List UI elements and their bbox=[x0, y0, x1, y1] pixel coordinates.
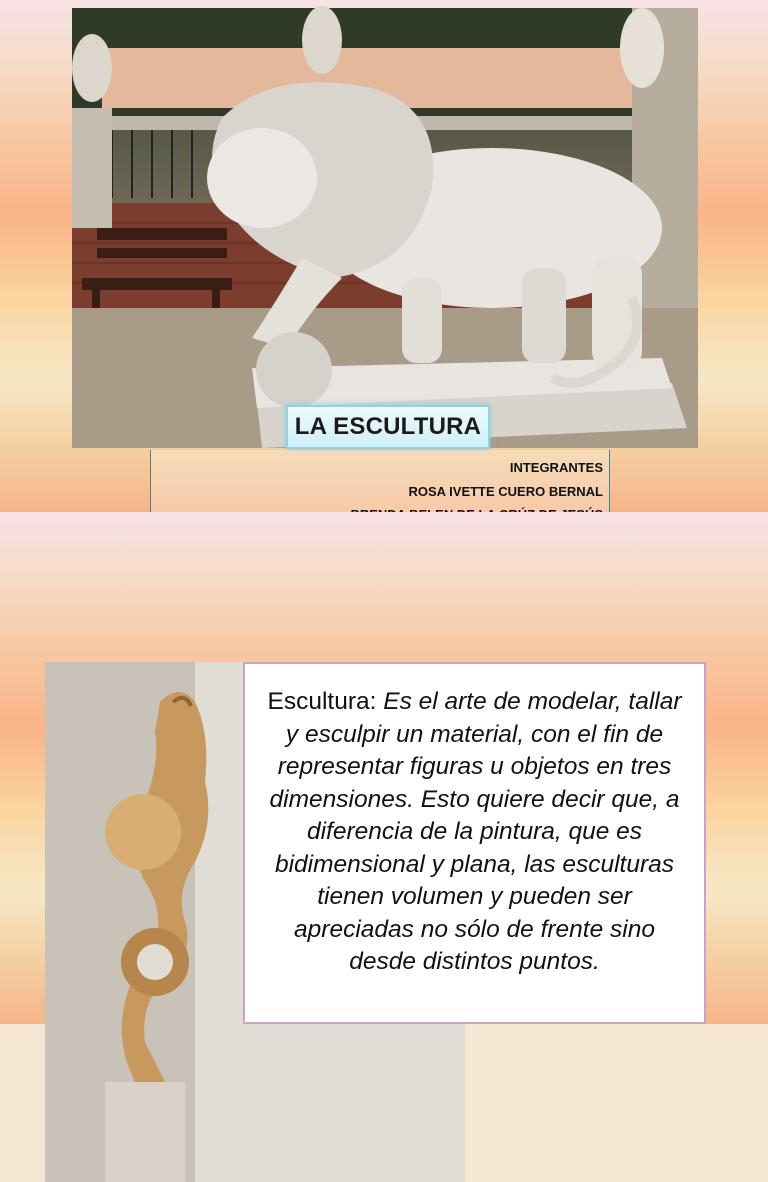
title-box bbox=[286, 405, 490, 449]
definition-text: Es el arte de modelar, tallar y esculpir un material, con el fin de representar figuras u objetos en tres dimensiones. Esto quiere decir que, a diferencia de la pintura, que es bidimensional y plana, las esculturas tienen volumen y pueden ser apreciadas no sólo de frente sino desde distintos puntos. bbox=[269, 688, 682, 975]
slide-definition bbox=[0, 512, 768, 1024]
slide-title bbox=[0, 0, 768, 512]
definition-box bbox=[243, 662, 706, 1024]
slide-title-text: LA ESCULTURA bbox=[294, 413, 482, 440]
definition-paragraph bbox=[263, 686, 686, 979]
member-name: ROSA IVETTE CUERO BERNAL bbox=[408, 483, 603, 499]
lion-sculpture-photo bbox=[72, 8, 698, 448]
members-heading: INTEGRANTES bbox=[509, 460, 603, 475]
lion-sculpture-image bbox=[72, 8, 698, 448]
definition-term: Escultura: bbox=[267, 688, 377, 715]
